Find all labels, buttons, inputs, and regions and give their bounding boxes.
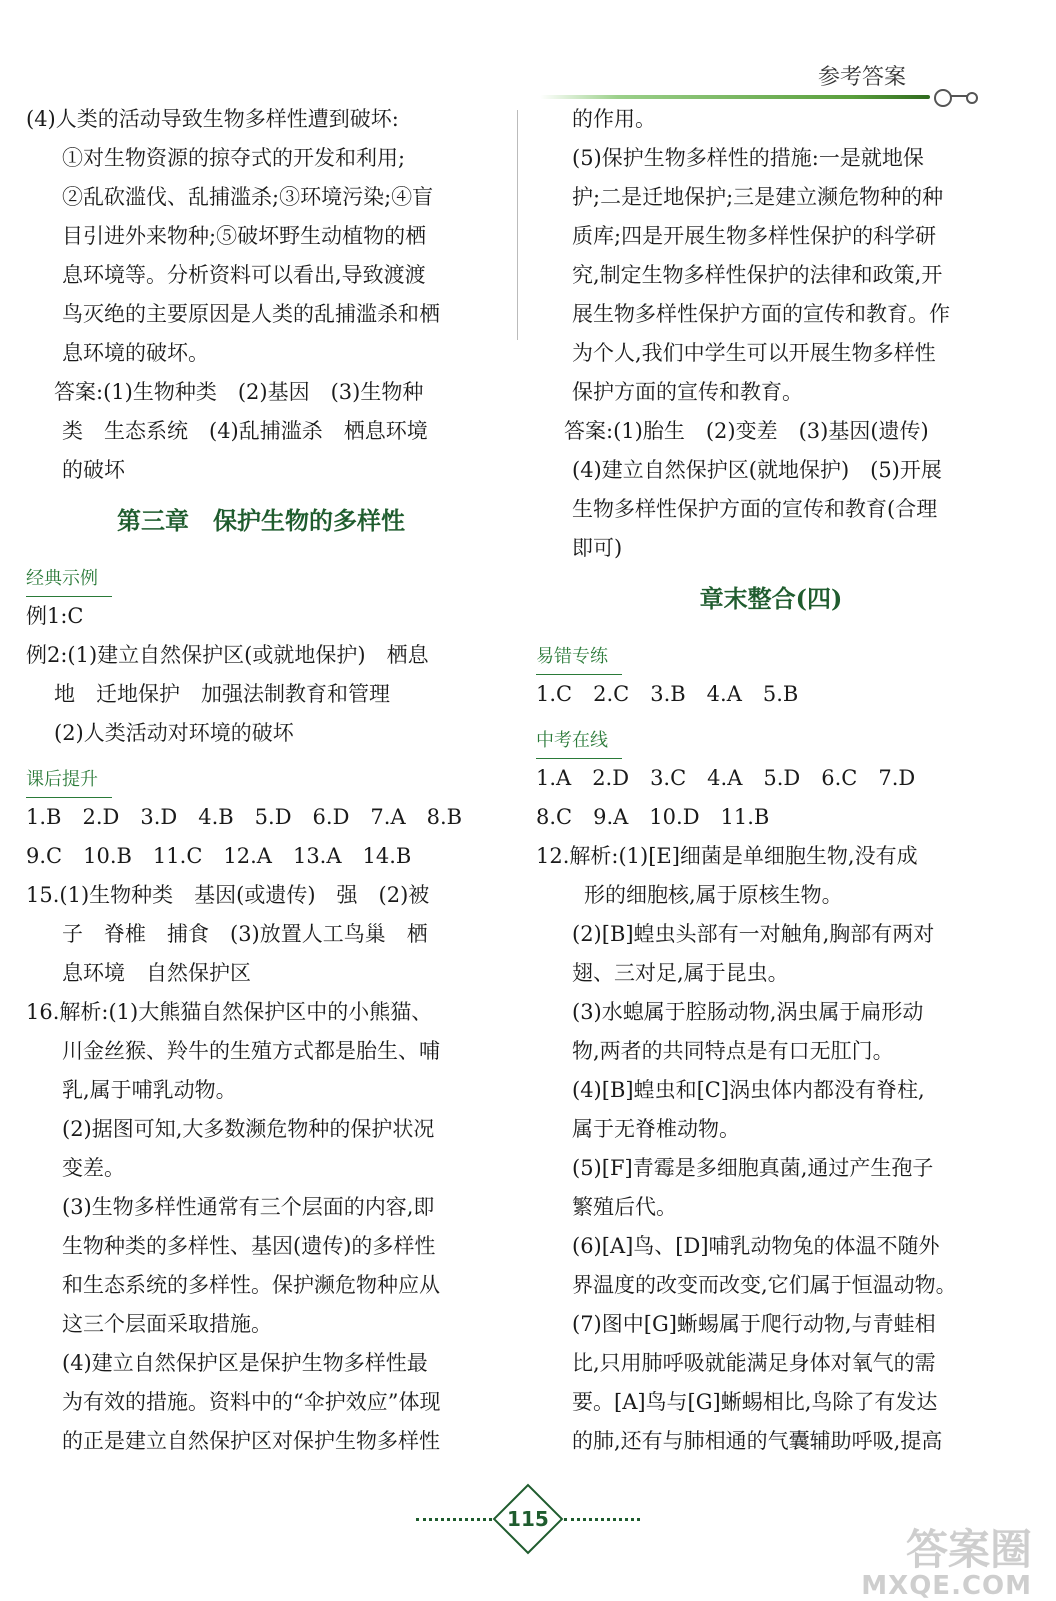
text-line: ①对生物资源的掠夺式的开发和利用;: [62, 146, 406, 170]
text-line: 为个人,我们中学生可以开展生物多样性: [572, 341, 936, 365]
text-line: ②乱砍滥伐、乱捕滥杀;③环境污染;④盲: [62, 185, 434, 209]
text-line: (2)人类活动对环境的破坏: [54, 721, 294, 745]
text-line: (5)保护生物多样性的措施:一是就地保: [572, 146, 924, 170]
text-line: 子 脊椎 捕食 (3)放置人工鸟巢 栖: [62, 922, 428, 946]
text-line: 生物多样性保护方面的宣传和教育(合理: [572, 497, 938, 521]
text-line: 繁殖后代。: [572, 1195, 677, 1219]
text-line: 例2:(1)建立自然保护区(或就地保护) 栖息: [26, 643, 429, 667]
text-line: 护;二是迁地保护;三是建立濒危物种的种: [572, 185, 944, 209]
text-line: 展生物多样性保护方面的宣传和教育。作: [572, 302, 950, 326]
text-line: 1.A 2.D 3.C 4.A 5.D 6.C 7.D: [536, 766, 916, 790]
text-line: 8.C 9.A 10.D 11.B: [536, 805, 770, 829]
right-column: [536, 100, 1006, 1461]
text-line: (2)据图可知,大多数濒危物种的保护状况: [62, 1117, 435, 1141]
section-label: 课后提升: [26, 763, 112, 798]
text-line: 答案:(1)生物种类 (2)基因 (3)生物种: [54, 380, 424, 404]
section-label-row: [536, 724, 1006, 759]
text-line: 质库;四是开展生物多样性保护的科学研: [572, 224, 937, 248]
text-line: 的破坏: [62, 458, 125, 482]
text-line: 鸟灭绝的主要原因是人类的乱捕滥杀和栖: [62, 302, 440, 326]
text-line: (3)水螅属于腔肠动物,涡虫属于扁形动: [572, 1000, 924, 1024]
text-line: 究,制定生物多样性保护的法律和政策,开: [572, 263, 943, 287]
text-line: 和生态系统的多样性。保护濒危物种应从: [62, 1273, 440, 1297]
chapter-heading: 第三章 保护生物的多样性: [117, 506, 405, 535]
text-line: 1.B 2.D 3.D 4.B 5.D 6.D 7.A 8.B: [26, 805, 463, 829]
text-line: 乳,属于哺乳动物。: [62, 1078, 237, 1102]
text-line: 翅、三对足,属于昆虫。: [572, 961, 789, 985]
text-line: 目引进外来物种;⑤破坏野生动植物的栖: [62, 224, 427, 248]
section-label: 经典示例: [26, 562, 112, 597]
text-line: (4)人类的活动导致生物多样性遭到破坏:: [26, 107, 399, 131]
text-line: (2)[B]蝗虫头部有一对触角,胸部有两对: [572, 922, 935, 946]
section-label-row: [26, 763, 496, 798]
text-line: 的肺,还有与肺相通的气囊辅助呼吸,提高: [572, 1429, 943, 1453]
footer-dots-right: [564, 1518, 640, 1521]
text-line: 息环境 自然保护区: [62, 961, 251, 985]
section-label-row: [26, 562, 496, 597]
text-line: 形的细胞核,属于原核生物。: [584, 883, 843, 907]
text-line: 15.(1)生物种类 基因(或遗传) 强 (2)被: [26, 883, 430, 907]
chapter-heading: 章末整合(四): [699, 584, 843, 613]
text-line: (6)[A]鸟、[D]哺乳动物兔的体温不随外: [572, 1234, 940, 1258]
header-decoration-line: [540, 95, 930, 99]
text-line: 答案:(1)胎生 (2)变差 (3)基因(遗传): [564, 419, 929, 443]
header-title: 参考答案: [817, 65, 906, 90]
watermark: [861, 1525, 1032, 1601]
watermark-url: MXQE.COM: [861, 1571, 1032, 1601]
text-line: 类 生态系统 (4)乱捕滥杀 栖息环境: [62, 419, 428, 443]
text-line: 生物种类的多样性、基因(遗传)的多样性: [62, 1234, 436, 1258]
text-line: 息环境的破坏。: [62, 341, 209, 365]
section-label: 中考在线: [536, 724, 622, 759]
text-line: 1.C 2.C 3.B 4.A 5.B: [536, 682, 799, 706]
text-line: (5)[F]青霉是多细胞真菌,通过产生孢子: [572, 1156, 934, 1180]
text-line: 物,两者的共同特点是有口无肛门。: [572, 1039, 894, 1063]
text-line: 9.C 10.B 11.C 12.A 13.A 14.B: [26, 844, 412, 868]
text-line: 属于无脊椎动物。: [572, 1117, 740, 1141]
text-line: (7)图中[G]蜥蜴属于爬行动物,与青蛙相: [572, 1312, 936, 1336]
text-line: 川金丝猴、羚牛的生殖方式都是胎生、哺: [62, 1039, 440, 1063]
text-line: 地 迁地保护 加强法制教育和管理: [54, 682, 390, 706]
text-line: 例1:C: [26, 604, 84, 628]
text-line: 为有效的措施。资料中的“伞护效应”体现: [62, 1390, 441, 1414]
text-line: (3)生物多样性通常有三个层面的内容,即: [62, 1195, 435, 1219]
watermark-logo-text: 答案圈: [905, 1525, 1032, 1574]
page-number: 115: [507, 1507, 549, 1531]
column-divider: [517, 110, 518, 340]
text-line: 的正是建立自然保护区对保护生物多样性: [62, 1429, 440, 1453]
text-line: 变差。: [62, 1156, 125, 1180]
page-number-badge: [493, 1484, 564, 1555]
text-line: 12.解析:(1)[E]细菌是单细胞生物,没有成: [536, 844, 918, 868]
left-column: [26, 100, 496, 1461]
section-label: 易错专练: [536, 640, 622, 675]
footer-dots-left: [416, 1518, 492, 1521]
text-line: 息环境等。分析资料可以看出,导致渡渡: [62, 263, 426, 287]
text-line: 16.解析:(1)大熊猫自然保护区中的小熊猫、: [26, 1000, 433, 1024]
text-line: 保护方面的宣传和教育。: [572, 380, 803, 404]
text-line: 比,只用肺呼吸就能满足身体对氧气的需: [572, 1351, 936, 1375]
text-line: (4)[B]蝗虫和[C]涡虫体内都没有脊柱,: [572, 1078, 925, 1102]
text-line: 要。[A]鸟与[G]蜥蜴相比,鸟除了有发达: [572, 1390, 938, 1414]
text-line: (4)建立自然保护区是保护生物多样性最: [62, 1351, 428, 1375]
section-label-row: [536, 640, 1006, 675]
text-line: 这三个层面采取措施。: [62, 1312, 272, 1336]
text-line: 即可): [572, 536, 623, 560]
text-line: (4)建立自然保护区(就地保护) (5)开展: [572, 458, 942, 482]
text-line: 的作用。: [572, 107, 656, 131]
text-line: 界温度的改变而改变,它们属于恒温动物。: [572, 1273, 957, 1297]
